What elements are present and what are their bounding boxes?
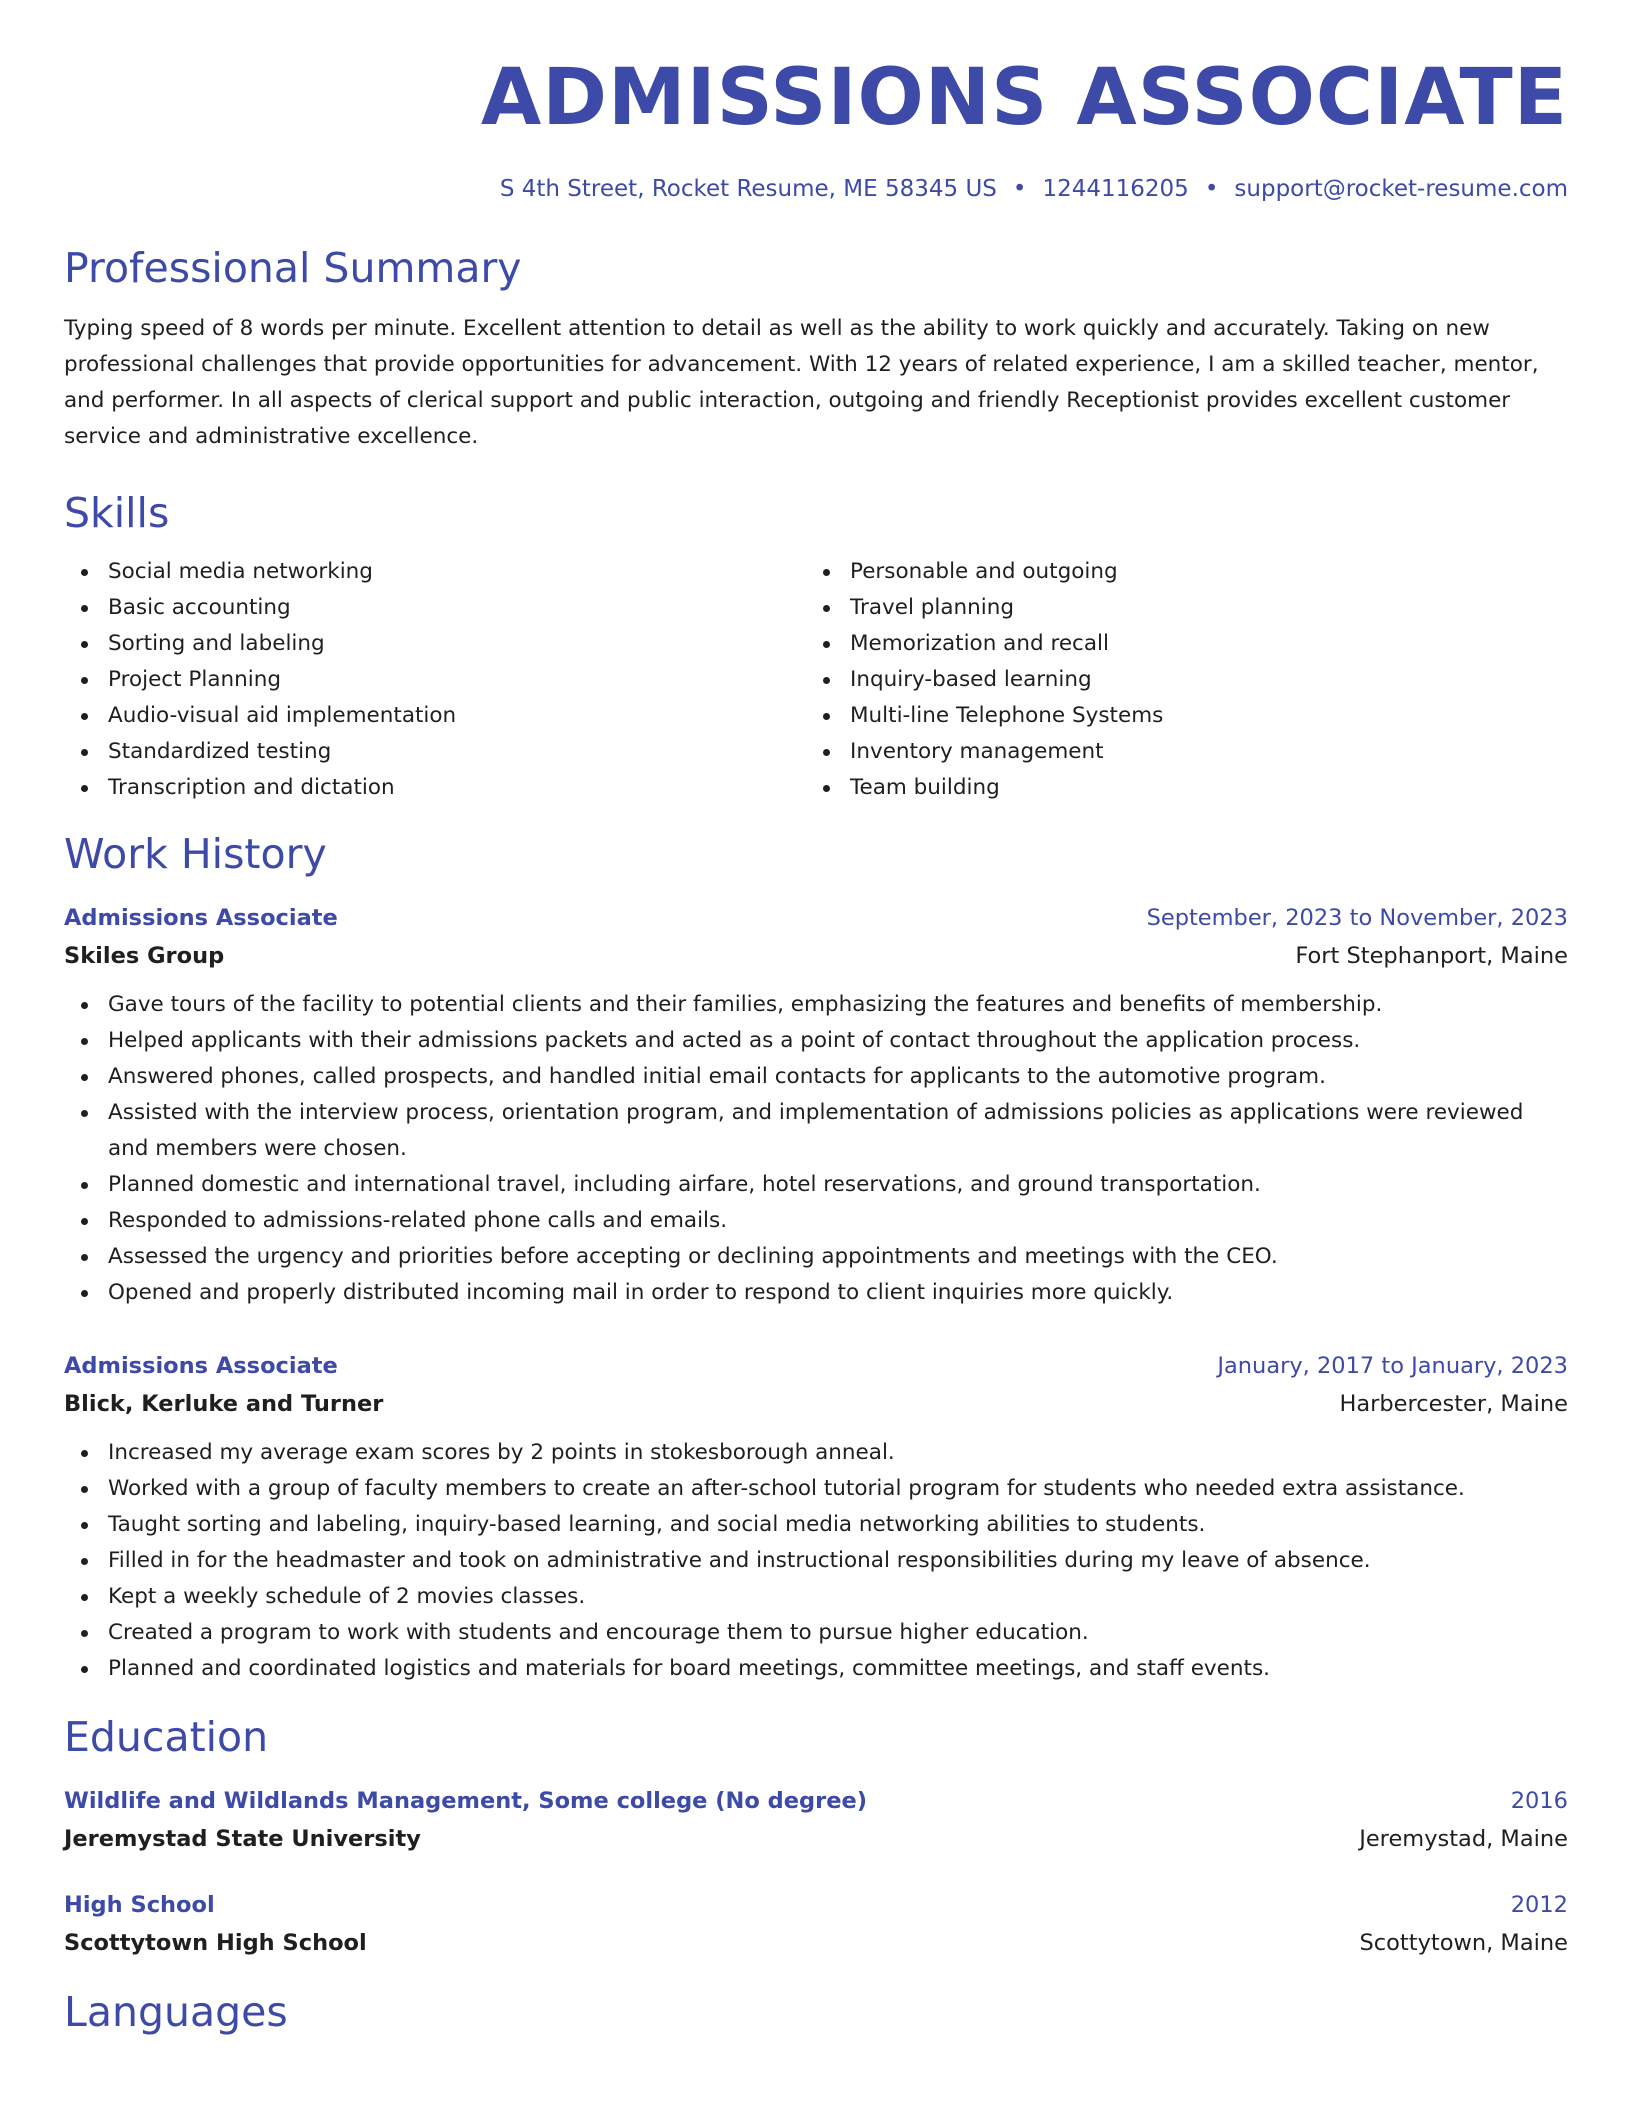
contact-email: support@rocket-resume.com [1234,175,1568,202]
education-header-row [64,1782,1568,1820]
summary-text: Typing speed of 8 words per minute. Excellent attention to detail as well as the ability to work quickly and accurately. Taking on new professional challenges that provide opportunities for advancement. With 12 years of related experience, I am a skilled teacher, mentor, and performer. In all aspects of clerical support and public interaction, outgoing and friendly Receptionist provides excellent customer service and administrative excellence. [64,315,1539,449]
skill-item: Sorting and labeling [108,626,806,662]
skill-item: Travel planning [850,590,1548,626]
job-dates: September, 2023 to November, 2023 [1146,905,1568,932]
resume-page [64,0,1568,2038]
skill-item: Project Planning [108,662,806,698]
job-header-row [64,899,1568,937]
education-location: Jeremystad, Maine [1359,1826,1568,1853]
skill-item: Transcription and dictation [108,770,806,806]
skills-heading: Skills [64,488,170,537]
languages-heading: Languages [64,1988,288,2037]
skill-item: Standardized testing [108,734,806,770]
job-duty: Planned and coordinated logistics and materials for board meetings, committee meetings, and staff events. [108,1651,1568,1687]
job-company-row [64,1385,1568,1423]
skill-item: Inquiry-based learning [850,662,1548,698]
contact-line [64,176,1568,202]
education-school: Scottytown High School [64,1930,367,1957]
education-degree: High School [64,1892,215,1919]
summary-heading: Professional Summary [64,243,522,292]
contact-separator: • [1012,175,1027,202]
candidate-title: ADMISSIONS ASSOCIATE [480,53,1568,143]
skill-item: Social media networking [108,554,806,590]
job-company: Blick, Kerluke and Turner [64,1391,384,1418]
contact-phone: 1244116205 [1042,175,1189,202]
education-header-row [64,1886,1568,1924]
contact-address: S 4th Street, Rocket Resume, ME 58345 US [499,175,997,202]
job-duty: Planned domestic and international travel, including airfare, hotel reservations, and ground transportation. [108,1167,1568,1203]
contact-separator: • [1204,175,1219,202]
job-company-row [64,937,1568,975]
job-duty: Worked with a group of faculty members to create an after-school tutorial program for students who needed extra assistance. [108,1471,1568,1507]
education-entry [64,1886,1568,1962]
job-role: Admissions Associate [64,905,338,932]
skills-column-left [64,554,806,806]
skill-item: Inventory management [850,734,1548,770]
education-heading: Education [64,1713,269,1762]
skills-list [64,554,1568,806]
job-duty: Increased my average exam scores by 2 points in stokesborough anneal. [108,1435,1568,1471]
education-school-row [64,1924,1568,1962]
education-entry [64,1782,1568,1858]
education-school: Jeremystad State University [64,1826,421,1853]
job-entry [64,899,1568,1311]
job-location: Harbercester, Maine [1339,1391,1568,1418]
job-role: Admissions Associate [64,1353,338,1380]
job-duty: Gave tours of the facility to potential clients and their families, emphasizing the features and benefits of membership. [108,987,1568,1023]
job-duty: Responded to admissions-related phone calls and emails. [108,1203,1568,1239]
education-degree: Wildlife and Wildlands Management, Some college (No degree) [64,1788,868,1815]
education-location: Scottytown, Maine [1359,1930,1568,1957]
job-duty: Opened and properly distributed incoming mail in order to respond to client inquiries more quickly. [108,1275,1568,1311]
job-duties [64,1435,1568,1687]
skill-item: Audio-visual aid implementation [108,698,806,734]
job-duty: Filled in for the headmaster and took on administrative and instructional responsibilities during my leave of absence. [108,1543,1568,1579]
work-history-heading: Work History [64,829,327,878]
job-duty: Taught sorting and labeling, inquiry-based learning, and social media networking abilities to students. [108,1507,1568,1543]
education-school-row [64,1820,1568,1858]
job-duty: Answered phones, called prospects, and handled initial email contacts for applicants to the automotive program. [108,1059,1568,1095]
skill-item: Memorization and recall [850,626,1548,662]
skill-item: Multi-line Telephone Systems [850,698,1548,734]
education-year: 2016 [1510,1788,1568,1815]
job-location: Fort Stephanport, Maine [1295,943,1568,970]
job-duties [64,987,1568,1311]
job-duty: Assisted with the interview process, orientation program, and implementation of admissions policies as applications were reviewed and members were chosen. [108,1095,1568,1167]
education-year: 2012 [1510,1892,1568,1919]
skill-item: Personable and outgoing [850,554,1548,590]
job-dates: January, 2017 to January, 2023 [1217,1353,1568,1380]
skill-item: Team building [850,770,1548,806]
skill-item: Basic accounting [108,590,806,626]
job-duty: Created a program to work with students and encourage them to pursue higher education. [108,1615,1568,1651]
skills-column-right [806,554,1548,806]
job-header-row [64,1347,1568,1385]
job-duty: Assessed the urgency and priorities before accepting or declining appointments and meetings with the CEO. [108,1239,1568,1275]
job-duty: Helped applicants with their admissions packets and acted as a point of contact throughout the application process. [108,1023,1568,1059]
job-entry [64,1347,1568,1687]
job-duty: Kept a weekly schedule of 2 movies classes. [108,1579,1568,1615]
job-company: Skiles Group [64,943,225,970]
resume-header [64,0,1568,202]
